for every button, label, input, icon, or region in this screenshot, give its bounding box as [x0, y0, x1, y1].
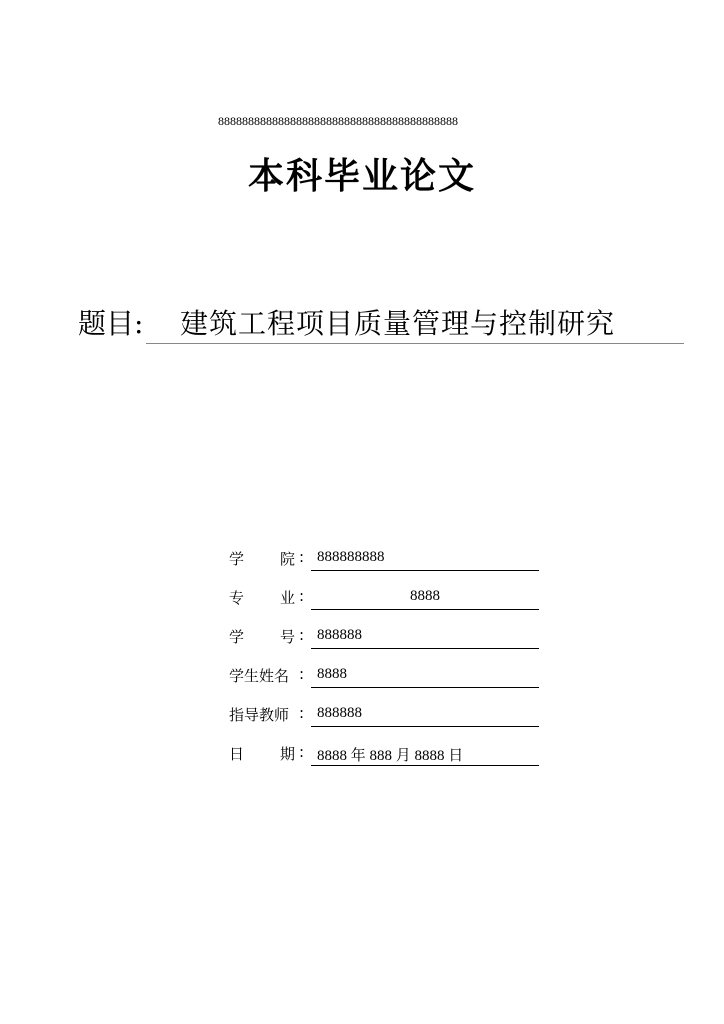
- info-row-date: [229, 741, 541, 780]
- info-row-student-id: [229, 624, 541, 663]
- info-value: 8888: [410, 588, 440, 604]
- info-label-text: 学生姓名: [229, 667, 290, 685]
- info-label-char: 号: [279, 628, 295, 646]
- info-label: [229, 587, 311, 608]
- info-row-major: [229, 585, 541, 624]
- info-value: 888888: [317, 705, 362, 721]
- info-value: 8888: [317, 666, 347, 682]
- info-row-college: [229, 546, 541, 585]
- info-value-field: [311, 741, 539, 766]
- document-code: 8888888888888888888888888888888888888888: [218, 114, 458, 128]
- info-value-field: [311, 585, 539, 610]
- info-label: [229, 704, 311, 725]
- thesis-title-value: 建筑工程项目质量管理与控制研究: [180, 307, 616, 340]
- info-label-text: 指导教师: [229, 706, 290, 724]
- info-value-field: [311, 546, 539, 571]
- info-value-field: [311, 624, 539, 649]
- info-label-char: 学: [229, 628, 245, 646]
- info-label: [229, 548, 311, 569]
- info-label-char: 学: [229, 550, 245, 568]
- info-table: [229, 546, 541, 780]
- info-label-colon: :: [299, 704, 305, 722]
- info-label-char: 专: [229, 589, 245, 607]
- info-value: 8888 年 888 月 8888 日: [317, 748, 464, 764]
- info-label-char: 院: [279, 550, 295, 568]
- document-title: 本科毕业论文: [247, 156, 476, 197]
- info-row-advisor: [229, 702, 541, 741]
- info-label: [229, 665, 311, 686]
- info-label: [229, 743, 311, 764]
- info-label-char: 业: [279, 589, 295, 607]
- info-value-field: [311, 702, 539, 727]
- info-label-char: 日: [229, 745, 245, 763]
- info-label-colon: :: [299, 548, 305, 566]
- thesis-title-row: [78, 302, 684, 344]
- thesis-title-label: 题目:: [78, 307, 144, 340]
- info-label-colon: :: [299, 665, 305, 683]
- info-row-student-name: [229, 663, 541, 702]
- info-value: 888888888: [317, 549, 385, 565]
- info-label: [229, 626, 311, 647]
- info-label-char: 期: [279, 745, 295, 763]
- thesis-title-underline: [146, 343, 684, 344]
- info-value-field: [311, 663, 539, 688]
- info-label-colon: :: [299, 743, 305, 761]
- info-value: 888888: [317, 627, 362, 643]
- info-label-colon: :: [299, 626, 305, 644]
- info-label-colon: :: [299, 587, 305, 605]
